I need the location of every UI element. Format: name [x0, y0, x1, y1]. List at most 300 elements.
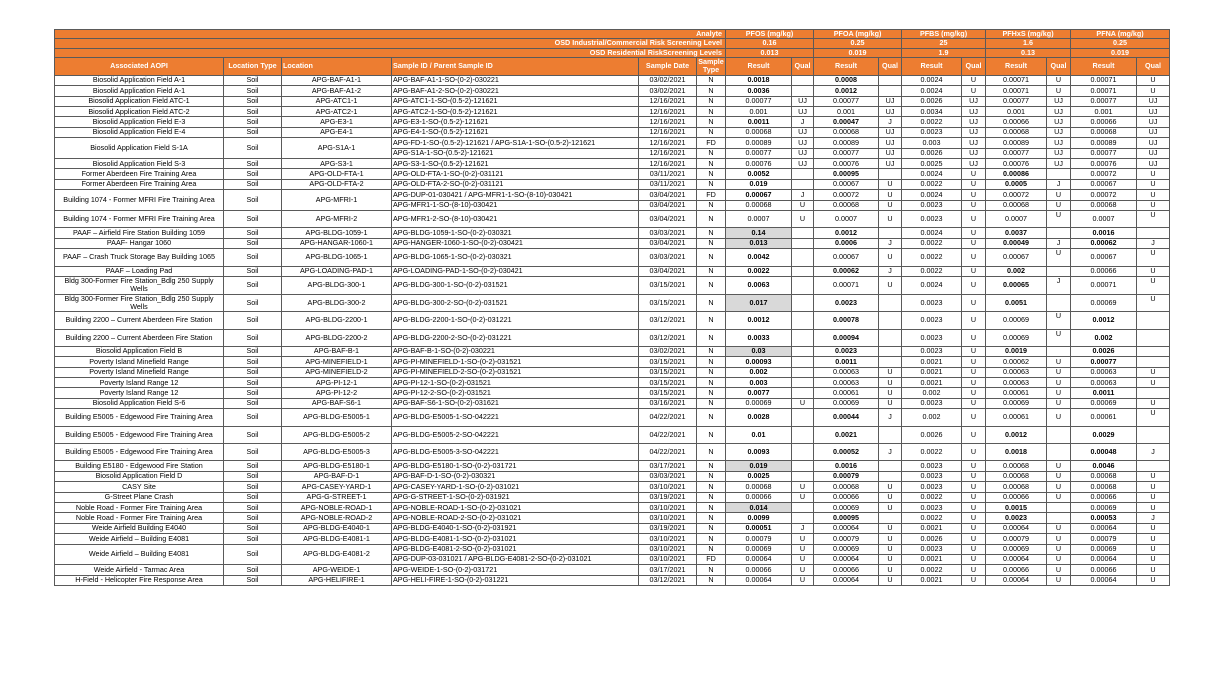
pfbs-qual-cell: U	[962, 461, 986, 471]
sample-type-cell: N	[697, 398, 726, 408]
pfos-qual-cell	[792, 228, 814, 238]
pfna-result-cell: 0.00069	[1071, 502, 1137, 512]
pfoa-qual-cell: U	[879, 179, 902, 189]
pfas-results-table	[54, 29, 1170, 586]
pfoa-qual-cell: U	[879, 249, 902, 266]
sample-type-cell: N	[697, 461, 726, 471]
location-cell: APG-BLDG-E5005-1	[282, 409, 392, 426]
pfhxs-qual-cell: U	[1047, 471, 1071, 481]
aopi-cell: Building E5005 - Edgewood Fire Training Area	[55, 444, 224, 461]
pfoa-qual-cell	[879, 169, 902, 179]
pfhxs-result-cell: 0.00068	[986, 200, 1047, 210]
pfna-result-cell: 0.0012	[1071, 312, 1137, 329]
pfbs-result-cell: 0.0021	[902, 367, 962, 377]
pfna-result-cell: 0.00064	[1071, 523, 1137, 533]
pfhxs-result-cell: 0.00079	[986, 534, 1047, 544]
sample-date-cell: 12/16/2021	[639, 148, 697, 158]
pfoa-result-cell: 0.00047	[814, 117, 879, 127]
aopi-cell: Biosolid Application Field ATC-2	[55, 107, 224, 117]
industrial-pfna: 0.25	[1071, 39, 1170, 48]
table-row	[55, 482, 1170, 492]
pfos-qual-cell: UJ	[792, 138, 814, 148]
pfoa-qual-cell	[879, 75, 902, 85]
pfna-result-cell: 0.0016	[1071, 228, 1137, 238]
pfbs-result-cell: 0.003	[902, 138, 962, 148]
pfbs-result-cell: 0.0023	[902, 482, 962, 492]
pfna-qual-cell: J	[1137, 513, 1170, 523]
aopi-cell: CASY Site	[55, 482, 224, 492]
pfhxs-result-cell: 0.00077	[986, 96, 1047, 106]
location-type-cell: Soil	[224, 482, 282, 492]
pfos-qual-cell	[792, 294, 814, 312]
sample-id-cell: APG-CASEY-YARD-1-SO-(0-2)-031021	[392, 482, 639, 492]
pfhxs-qual-cell: U	[1047, 367, 1071, 377]
pfbs-qual-cell: UJ	[962, 127, 986, 137]
table-row	[55, 398, 1170, 408]
aopi-cell: Biosolid Application Field B	[55, 346, 224, 356]
pfhxs-result-cell: 0.00066	[986, 565, 1047, 575]
pfhxs-result-cell: 0.00061	[986, 388, 1047, 398]
pfna-result-cell: 0.00068	[1071, 471, 1137, 481]
pfna-result-cell: 0.00063	[1071, 367, 1137, 377]
aopi-cell: Biosolid Application Field A-1	[55, 86, 224, 96]
pfbs-qual-cell: U	[962, 346, 986, 356]
pfhxs-result-cell: 0.00086	[986, 169, 1047, 179]
residential-level-label: OSD Residential RiskScreening Levels	[55, 48, 726, 57]
location-cell: APG-ATC1-1	[282, 96, 392, 106]
location-type-cell: Soil	[224, 329, 282, 346]
pfos-result-cell: 0.0025	[726, 471, 792, 481]
sample-date-cell: 03/03/2021	[639, 471, 697, 481]
sample-date-cell: 03/16/2021	[639, 398, 697, 408]
pfos-qual-cell	[792, 86, 814, 96]
location-cell: APG-LOADING-PAD-1	[282, 266, 392, 276]
pfna-result-cell: 0.00066	[1071, 266, 1137, 276]
pfna-qual-cell: U	[1137, 544, 1170, 554]
sample-id-cell: APG-BAF-A1-2-SO-(0-2)-030221	[392, 86, 639, 96]
sample-type-cell: N	[697, 169, 726, 179]
aopi-cell: Bldg 300-Former Fire Station_Bdlg 250 Supply Wells	[55, 276, 224, 294]
location-cell: APG-HANGAR-1060-1	[282, 238, 392, 248]
pfna-result-cell: 0.00053	[1071, 513, 1137, 523]
pfos-result-cell: 0.00069	[726, 544, 792, 554]
pfos-result-cell: 0.0036	[726, 86, 792, 96]
location-cell: APG-G-STREET-1	[282, 492, 392, 502]
aopi-cell: PAAF – Loading Pad	[55, 266, 224, 276]
table-row	[55, 523, 1170, 533]
location-type-cell: Soil	[224, 294, 282, 312]
location-type-cell: Soil	[224, 190, 282, 211]
aopi-cell: Weide Airfield – Building E4081	[55, 544, 224, 565]
table-row	[55, 346, 1170, 356]
location-type-cell: Soil	[224, 249, 282, 266]
pfhxs-qual-cell: UJ	[1047, 148, 1071, 158]
pfos-qual-cell: J	[792, 117, 814, 127]
location-type-cell: Soil	[224, 346, 282, 356]
pfhxs-result-cell: 0.00072	[986, 190, 1047, 200]
pfos-qual-cell	[792, 409, 814, 426]
table-row	[55, 169, 1170, 179]
pfos-result-cell: 0.00066	[726, 565, 792, 575]
table-row	[55, 565, 1170, 575]
pfbs-result-cell: 0.0023	[902, 127, 962, 137]
pfhxs-qual-cell: UJ	[1047, 96, 1071, 106]
sample-type-cell: N	[697, 444, 726, 461]
aopi-cell: Poverty Island Range 12	[55, 388, 224, 398]
pfos-qual-cell	[792, 169, 814, 179]
pfhxs-result-cell: 0.00061	[986, 409, 1047, 426]
pfhxs-result-cell: 0.00064	[986, 575, 1047, 585]
pfhxs-result-cell: 0.00089	[986, 138, 1047, 148]
pfhxs-result-cell: 0.0019	[986, 346, 1047, 356]
pfhxs-result-cell: 0.00069	[986, 312, 1047, 329]
pfbs-result-cell: 0.0025	[902, 159, 962, 169]
pfbs-qual-cell: U	[962, 482, 986, 492]
pfna-qual-cell	[1137, 426, 1170, 443]
pfoa-result-cell: 0.0012	[814, 228, 879, 238]
pfna-result-cell: 0.00064	[1071, 554, 1137, 564]
pfhxs-qual-cell: U	[1047, 357, 1071, 367]
location-type-cell: Soil	[224, 75, 282, 85]
sample-type-cell: N	[697, 534, 726, 544]
pfna-qual-cell	[1137, 461, 1170, 471]
aopi-cell: Noble Road - Former Fire Training Area	[55, 502, 224, 512]
table-row	[55, 190, 1170, 200]
pfos-result-cell: 0.0007	[726, 210, 792, 227]
location-type-cell: Soil	[224, 513, 282, 523]
col-header-result: Result	[1071, 57, 1137, 75]
pfos-qual-cell	[792, 75, 814, 85]
aopi-cell: Building 2200 – Current Aberdeen Fire Station	[55, 329, 224, 346]
pfbs-result-cell: 0.0024	[902, 228, 962, 238]
pfbs-qual-cell: U	[962, 190, 986, 200]
pfoa-result-cell: 0.00067	[814, 249, 879, 266]
location-cell: APG-BLDG-E4040-1	[282, 523, 392, 533]
aopi-cell: Weide Airfield – Building E4081	[55, 534, 224, 544]
pfhxs-qual-cell: U	[1047, 461, 1071, 471]
pfbs-result-cell: 0.0026	[902, 426, 962, 443]
col-header-result: Result	[726, 57, 792, 75]
pfos-result-cell: 0.0052	[726, 169, 792, 179]
pfhxs-qual-cell: U	[1047, 329, 1071, 346]
sample-date-cell: 12/16/2021	[639, 127, 697, 137]
pfoa-qual-cell: U	[879, 378, 902, 388]
sample-id-cell: APG-FD-1-SO-(0.5-2)-121621 / APG-S1A-1-SO-(0.5-2)-121621	[392, 138, 639, 148]
pfbs-qual-cell: U	[962, 409, 986, 426]
pfhxs-result-cell: 0.0007	[986, 210, 1047, 227]
sample-id-cell: APG-PI-MINEFIELD-2-SO-(0-2)-031521	[392, 367, 639, 377]
location-type-cell: Soil	[224, 502, 282, 512]
pfbs-qual-cell: U	[962, 266, 986, 276]
pfhxs-qual-cell: U	[1047, 86, 1071, 96]
sample-date-cell: 03/04/2021	[639, 210, 697, 227]
pfna-qual-cell: U	[1137, 554, 1170, 564]
pfbs-qual-cell: UJ	[962, 96, 986, 106]
pfoa-qual-cell	[879, 312, 902, 329]
sample-date-cell: 03/04/2021	[639, 238, 697, 248]
pfna-result-cell: 0.00076	[1071, 159, 1137, 169]
pfna-qual-cell: U	[1137, 534, 1170, 544]
pfos-qual-cell: U	[792, 200, 814, 210]
pfhxs-result-cell: 0.00062	[986, 357, 1047, 367]
pfoa-qual-cell: J	[879, 117, 902, 127]
location-type-cell: Soil	[224, 357, 282, 367]
pfbs-qual-cell: U	[962, 200, 986, 210]
sample-date-cell: 04/22/2021	[639, 444, 697, 461]
pfna-qual-cell: U	[1137, 409, 1170, 426]
pfbs-qual-cell: UJ	[962, 159, 986, 169]
residential-pfos: 0.013	[726, 48, 814, 57]
location-type-cell: Soil	[224, 266, 282, 276]
pfhxs-qual-cell: U	[1047, 388, 1071, 398]
pfoa-qual-cell: UJ	[879, 96, 902, 106]
sample-id-cell: APG-BAF-A1-1-SO-(0-2)-030221	[392, 75, 639, 85]
location-cell: APG-MFRI-2	[282, 210, 392, 227]
pfhxs-result-cell: 0.00069	[986, 329, 1047, 346]
sample-type-cell: N	[697, 523, 726, 533]
residential-pfbs: 1.9	[902, 48, 986, 57]
sample-id-cell: APG-ATC2-1-SO-(0.5-2)-121621	[392, 107, 639, 117]
pfna-qual-cell	[1137, 312, 1170, 329]
pfna-result-cell: 0.00068	[1071, 200, 1137, 210]
sample-id-cell: APG-HANGER-1060-1-SO-(0-2)-030421	[392, 238, 639, 248]
col-header-sample-type: Sample Type	[698, 57, 724, 75]
sample-date-cell: 03/15/2021	[639, 276, 697, 294]
pfbs-qual-cell: U	[962, 329, 986, 346]
pfna-qual-cell: U	[1137, 75, 1170, 85]
table-row	[55, 357, 1170, 367]
sample-id-cell: APG-BLDG-300-2-SO-(0-2)-031521	[392, 294, 639, 312]
sample-type-cell: N	[697, 107, 726, 117]
pfoa-result-cell: 0.00079	[814, 471, 879, 481]
pfoa-result-cell: 0.00061	[814, 388, 879, 398]
sample-id-cell: APG-BLDG-E5180-1-SO-(0-2)-031721	[392, 461, 639, 471]
sample-type-cell: N	[697, 367, 726, 377]
pfoa-result-cell: 0.00066	[814, 565, 879, 575]
pfoa-qual-cell	[879, 329, 902, 346]
pfna-result-cell: 0.002	[1071, 329, 1137, 346]
pfna-qual-cell: UJ	[1137, 107, 1170, 117]
pfos-result-cell: 0.00089	[726, 138, 792, 148]
pfoa-qual-cell: U	[879, 482, 902, 492]
pfna-result-cell: 0.00071	[1071, 86, 1137, 96]
pfbs-qual-cell: U	[962, 513, 986, 523]
pfhxs-qual-cell: U	[1047, 575, 1071, 585]
pfna-qual-cell: U	[1137, 200, 1170, 210]
table-row	[55, 378, 1170, 388]
sample-type-cell: N	[697, 238, 726, 248]
pfos-qual-cell	[792, 426, 814, 443]
pfna-qual-cell: UJ	[1137, 127, 1170, 137]
sample-type-cell: N	[697, 228, 726, 238]
sample-date-cell: 03/03/2021	[639, 228, 697, 238]
pfos-result-cell: 0.0099	[726, 513, 792, 523]
sample-type-cell: N	[697, 276, 726, 294]
sample-date-cell: 03/12/2021	[639, 575, 697, 585]
sample-type-cell: N	[697, 492, 726, 502]
pfhxs-qual-cell	[1047, 228, 1071, 238]
col-header-result: Result	[814, 57, 879, 75]
pfos-qual-cell: J	[792, 190, 814, 200]
pfbs-qual-cell: U	[962, 228, 986, 238]
industrial-level-label: OSD Industrial/Commercial Risk Screening Level	[55, 39, 726, 48]
pfhxs-result-cell: 0.0005	[986, 179, 1047, 189]
pfoa-result-cell: 0.0023	[814, 294, 879, 312]
pfna-qual-cell	[1137, 357, 1170, 367]
pfoa-qual-cell	[879, 357, 902, 367]
pfos-qual-cell: U	[792, 534, 814, 544]
pfos-result-cell: 0.0028	[726, 409, 792, 426]
table-row	[55, 312, 1170, 329]
aopi-cell: Building 1074 - Former MFRI Fire Training Area	[55, 190, 224, 211]
aopi-cell: Biosolid Application Field S-3	[55, 159, 224, 169]
pfbs-result-cell: 0.0021	[902, 575, 962, 585]
sample-id-cell: APG-BLDG-1059-1-SO-(0-2)-030321	[392, 228, 639, 238]
pfoa-result-cell: 0.00095	[814, 169, 879, 179]
analyte-pfna: PFNA (mg/kg)	[1071, 30, 1170, 39]
table-row	[55, 513, 1170, 523]
pfna-qual-cell: U	[1137, 378, 1170, 388]
location-cell: APG-E3-1	[282, 117, 392, 127]
pfos-result-cell: 0.00068	[726, 127, 792, 137]
location-cell: APG-BLDG-E5180-1	[282, 461, 392, 471]
sample-type-cell: N	[697, 378, 726, 388]
pfoa-result-cell: 0.0011	[814, 357, 879, 367]
pfhxs-result-cell: 0.00071	[986, 86, 1047, 96]
location-type-cell: Soil	[224, 312, 282, 329]
sample-date-cell: 12/16/2021	[639, 117, 697, 127]
pfhxs-qual-cell: U	[1047, 249, 1071, 266]
pfbs-result-cell: 0.0024	[902, 86, 962, 96]
pfbs-result-cell: 0.0026	[902, 148, 962, 158]
pfhxs-qual-cell	[1047, 294, 1071, 312]
pfhxs-qual-cell	[1047, 169, 1071, 179]
pfbs-result-cell: 0.0021	[902, 357, 962, 367]
aopi-cell: Poverty Island Minefield Range	[55, 357, 224, 367]
location-cell: APG-BLDG-E4081-1	[282, 534, 392, 544]
residential-pfoa: 0.019	[814, 48, 902, 57]
location-cell: APG-BLDG-300-2	[282, 294, 392, 312]
pfna-qual-cell: U	[1137, 169, 1170, 179]
pfna-result-cell: 0.00066	[1071, 492, 1137, 502]
pfoa-result-cell: 0.00069	[814, 544, 879, 554]
col-header-qual: Qual	[962, 57, 986, 75]
sample-date-cell: 03/11/2021	[639, 169, 697, 179]
aopi-cell: Former Aberdeen Fire Training Area	[55, 179, 224, 189]
col-header-result: Result	[902, 57, 962, 75]
pfos-qual-cell	[792, 179, 814, 189]
table-row	[55, 179, 1170, 189]
pfbs-result-cell: 0.0022	[902, 266, 962, 276]
pfoa-qual-cell: U	[879, 367, 902, 377]
pfos-result-cell: 0.00077	[726, 148, 792, 158]
location-type-cell: Soil	[224, 276, 282, 294]
sample-type-cell: FD	[697, 554, 726, 564]
pfna-qual-cell: U	[1137, 294, 1170, 312]
aopi-cell: Biosolid Application Field D	[55, 471, 224, 481]
pfos-result-cell: 0.00077	[726, 96, 792, 106]
pfos-qual-cell	[792, 388, 814, 398]
sample-type-cell: N	[697, 388, 726, 398]
location-type-cell: Soil	[224, 117, 282, 127]
pfhxs-qual-cell: U	[1047, 409, 1071, 426]
sample-id-cell: APG-OLD-FTA-2-SO-(0-2)-031121	[392, 179, 639, 189]
pfhxs-qual-cell: J	[1047, 179, 1071, 189]
location-cell: APG-OLD-FTA-2	[282, 179, 392, 189]
aopi-cell: Weide Airfield - Tarmac Area	[55, 565, 224, 575]
pfhxs-result-cell: 0.00065	[986, 276, 1047, 294]
pfbs-result-cell: 0.002	[902, 409, 962, 426]
pfbs-result-cell: 0.0022	[902, 117, 962, 127]
pfoa-result-cell: 0.00068	[814, 127, 879, 137]
pfna-result-cell: 0.00069	[1071, 398, 1137, 408]
sample-date-cell: 12/16/2021	[639, 159, 697, 169]
pfoa-result-cell: 0.00062	[814, 266, 879, 276]
pfna-qual-cell: UJ	[1137, 159, 1170, 169]
sample-id-cell: APG-E4-1-SO-(0.5-2)-121621	[392, 127, 639, 137]
pfos-qual-cell: U	[792, 575, 814, 585]
col-header-result: Result	[986, 57, 1047, 75]
pfbs-qual-cell: UJ	[962, 107, 986, 117]
sample-date-cell: 03/10/2021	[639, 513, 697, 523]
pfoa-result-cell: 0.00064	[814, 523, 879, 533]
pfna-result-cell: 0.00063	[1071, 378, 1137, 388]
sample-type-cell: N	[697, 426, 726, 443]
pfoa-qual-cell	[879, 346, 902, 356]
sample-date-cell: 03/02/2021	[639, 86, 697, 96]
column-header-row	[55, 57, 1170, 75]
location-type-cell: Soil	[224, 544, 282, 565]
sample-id-cell: APG-BLDG-300-1-SO-(0-2)-031521	[392, 276, 639, 294]
pfbs-result-cell: 0.0022	[902, 513, 962, 523]
pfoa-result-cell: 0.00095	[814, 513, 879, 523]
table-row	[55, 502, 1170, 512]
location-type-cell: Soil	[224, 409, 282, 426]
pfbs-qual-cell: U	[962, 210, 986, 227]
pfos-result-cell: 0.00051	[726, 523, 792, 533]
sample-id-cell: APG-NOBLE-ROAD-2-SO-(0-2)-031021	[392, 513, 639, 523]
pfbs-result-cell: 0.0022	[902, 179, 962, 189]
table-row	[55, 210, 1170, 227]
location-cell: APG-S1A-1	[282, 138, 392, 159]
pfos-result-cell: 0.0077	[726, 388, 792, 398]
pfna-qual-cell: J	[1137, 444, 1170, 461]
pfna-qual-cell: UJ	[1137, 96, 1170, 106]
pfos-result-cell: 0.00064	[726, 554, 792, 564]
pfna-result-cell: 0.00068	[1071, 127, 1137, 137]
pfhxs-qual-cell: UJ	[1047, 159, 1071, 169]
pfos-result-cell: 0.01	[726, 426, 792, 443]
pfos-result-cell: 0.002	[726, 367, 792, 377]
aopi-cell: Building E5180 - Edgewood Fire Station	[55, 461, 224, 471]
pfoa-result-cell: 0.00068	[814, 482, 879, 492]
pfbs-result-cell: 0.0022	[902, 444, 962, 461]
location-cell: APG-PI-12-2	[282, 388, 392, 398]
analyte-row	[55, 30, 1170, 39]
location-type-cell: Soil	[224, 523, 282, 533]
pfna-qual-cell: U	[1137, 398, 1170, 408]
table-row	[55, 107, 1170, 117]
location-cell: APG-BLDG-1065-1	[282, 249, 392, 266]
pfoa-result-cell: 0.00063	[814, 378, 879, 388]
location-type-cell: Soil	[224, 210, 282, 227]
pfbs-qual-cell: U	[962, 75, 986, 85]
pfoa-result-cell: 0.00089	[814, 138, 879, 148]
pfna-result-cell: 0.00079	[1071, 534, 1137, 544]
analyte-pfoa: PFOA (mg/kg)	[814, 30, 902, 39]
sample-id-cell: APG-ATC1-1-SO-(0.5-2)-121621	[392, 96, 639, 106]
pfhxs-result-cell: 0.002	[986, 266, 1047, 276]
